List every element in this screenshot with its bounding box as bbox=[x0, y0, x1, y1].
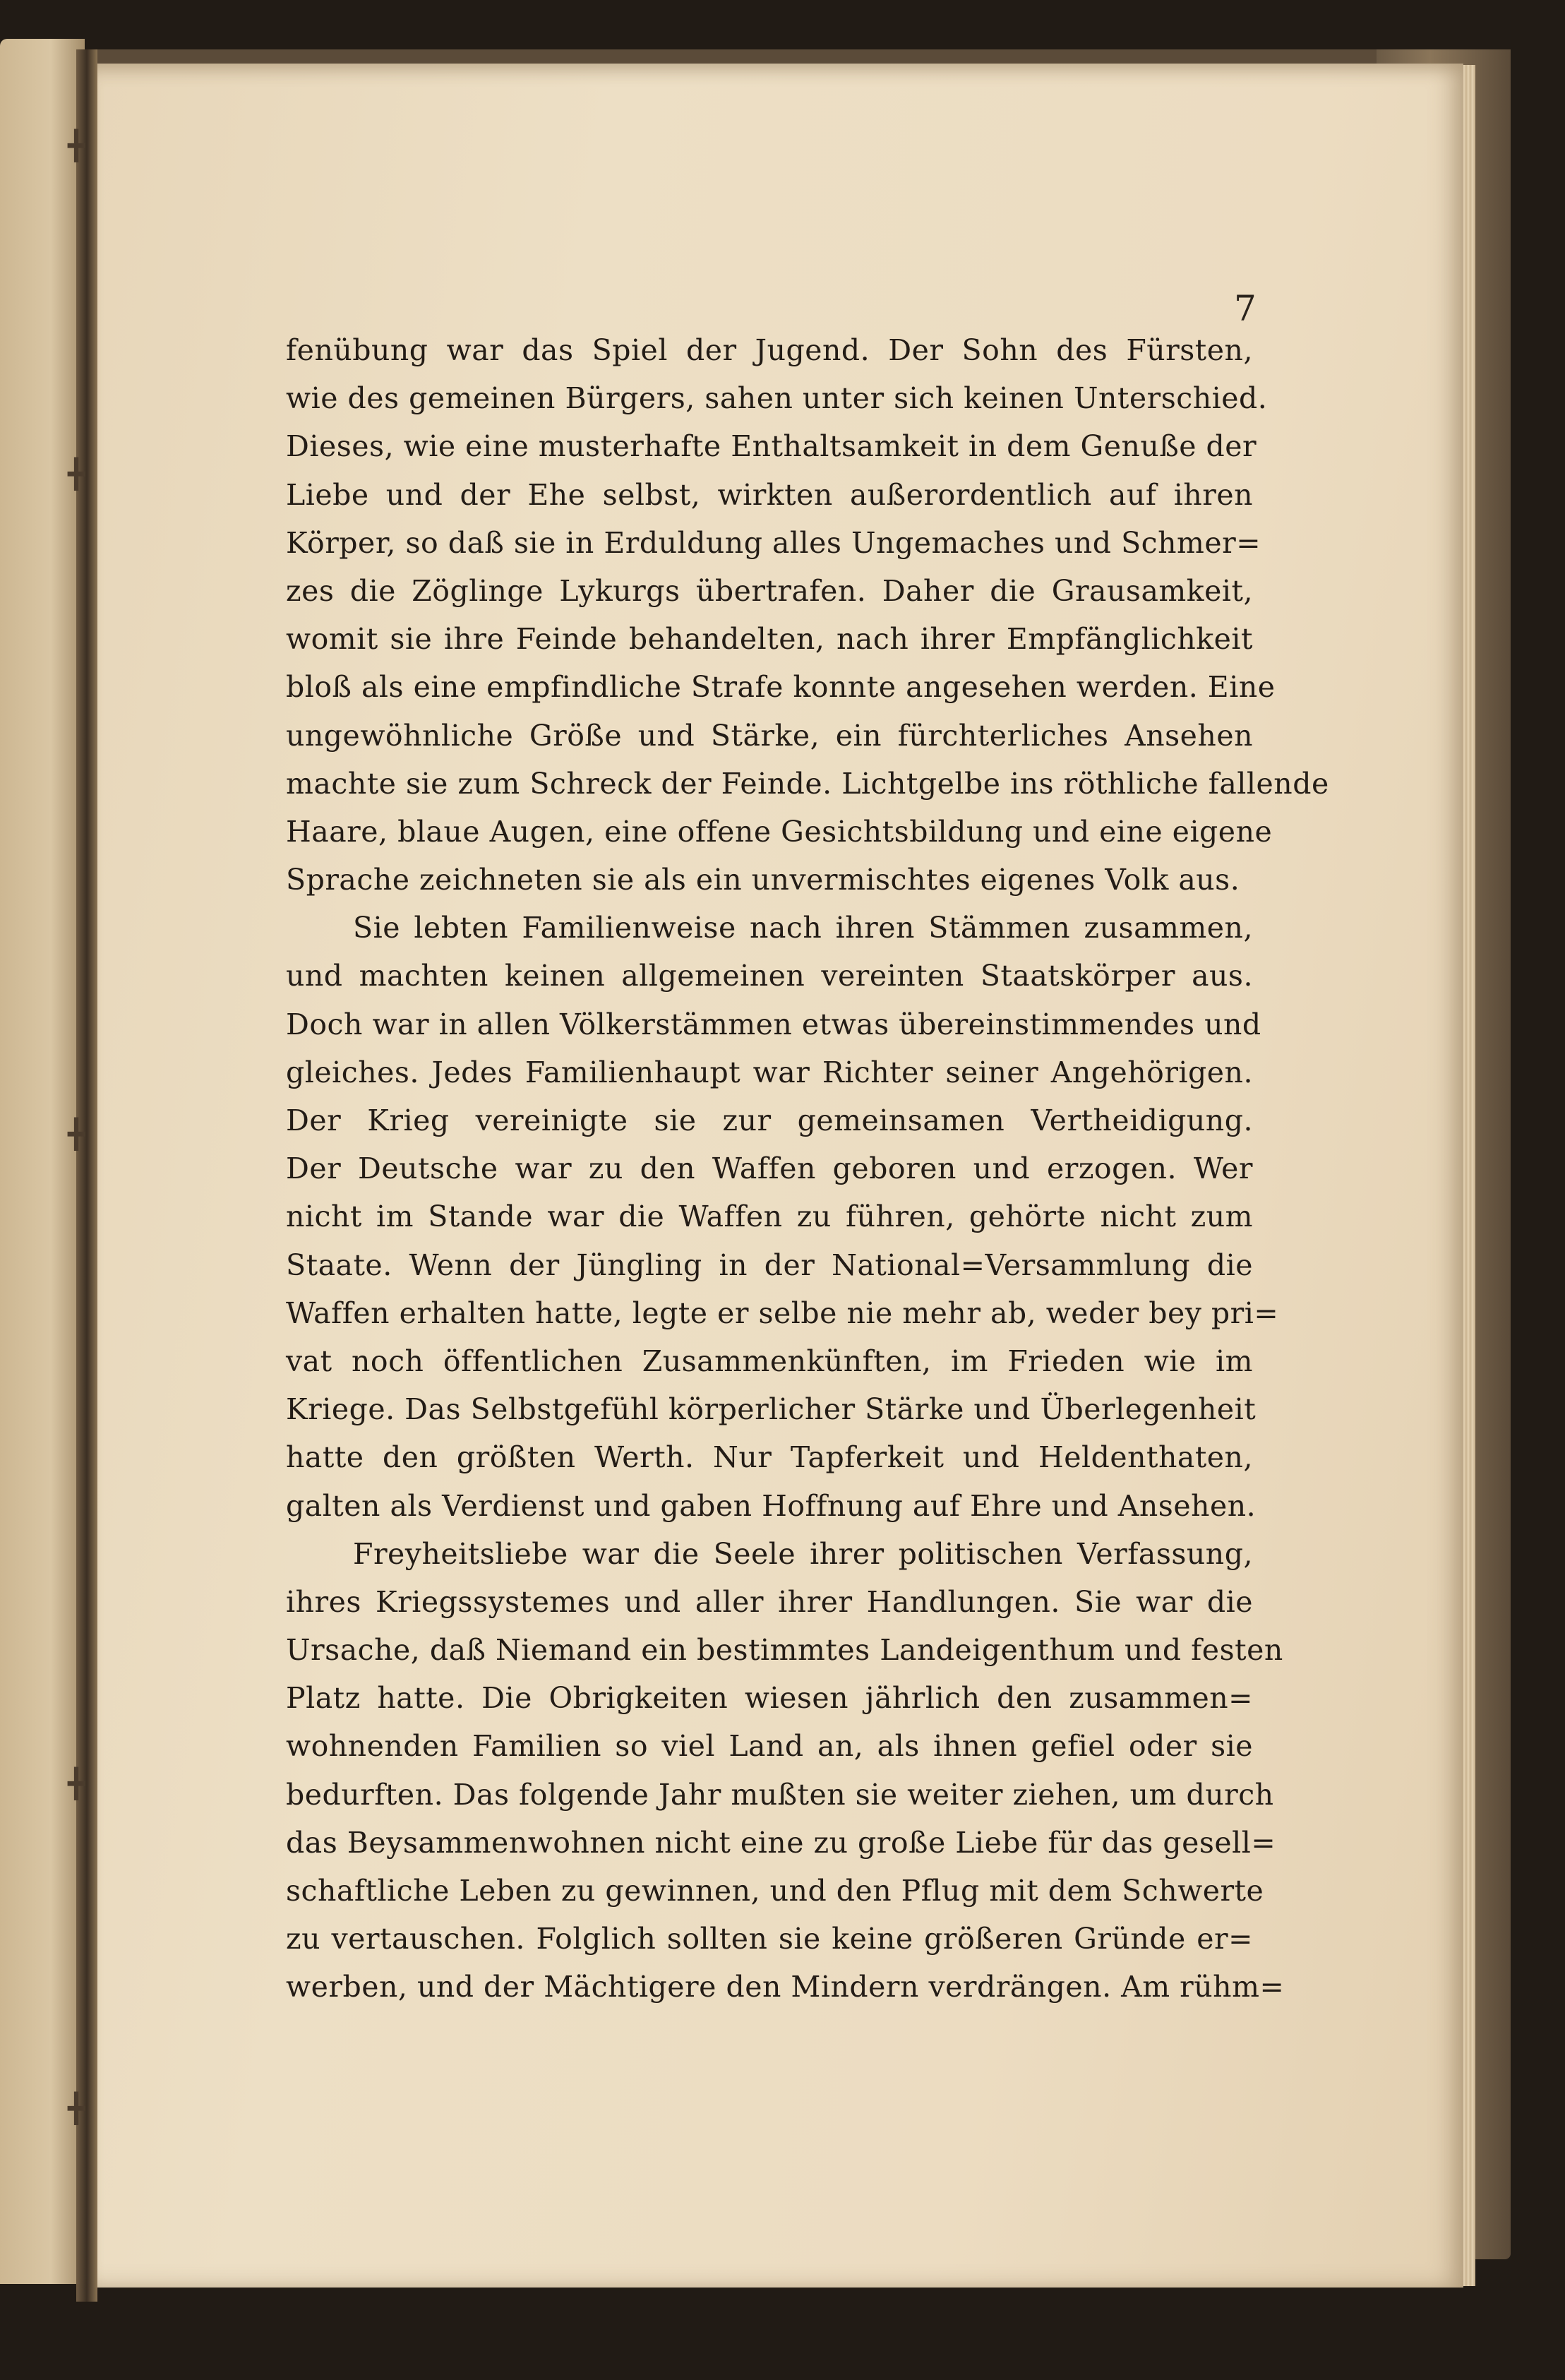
text-line: ungewöhnliche Größe und Stärke, ein fürchterliches Ansehen bbox=[286, 718, 1253, 753]
text-line: Sie lebten Familienweise nach ihren Stämmen zusammen, bbox=[353, 911, 1253, 945]
text-line: zes die Zöglinge Lykurgs übertrafen. Daher die Grausamkeit, bbox=[286, 573, 1253, 608]
book-gutter bbox=[76, 49, 97, 2302]
text-line: Doch war in allen Völkerstämmen etwas übereinstimmendes und bbox=[286, 1007, 1261, 1041]
text-line: werben, und der Mächtigere den Mindern verdrängen. Am rühm= bbox=[286, 1970, 1285, 2004]
binding-thread-mark: ╋ bbox=[68, 458, 85, 491]
text-line: Kriege. Das Selbstgefühl körperlicher Stärke und Überlegenheit bbox=[286, 1392, 1257, 1427]
text-line: Ursache, daß Niemand ein bestimmtes Landeigenthum und festen bbox=[286, 1633, 1283, 1668]
text-line: machte sie zum Schreck der Feinde. Lichtgelbe ins röthliche fallende bbox=[286, 766, 1329, 801]
binding-thread-mark: ╋ bbox=[68, 2093, 85, 2125]
text-line: fenübung war das Spiel der Jugend. Der Sohn des Fürsten, bbox=[286, 333, 1253, 367]
text-line: wohnenden Familien so viel Land an, als ihnen gefiel oder sie bbox=[286, 1729, 1253, 1764]
text-line: bloß als eine empfindliche Strafe konnte angesehen werden. Eine bbox=[286, 670, 1276, 705]
text-line: Platz hatte. Die Obrigkeiten wiesen jährlich den zusammen= bbox=[286, 1681, 1253, 1716]
text-line: und machten keinen allgemeinen vereinten Staatskörper aus. bbox=[286, 959, 1253, 993]
text-line: bedurften. Das folgende Jahr mußten sie weiter ziehen, um durch bbox=[286, 1777, 1274, 1812]
text-line: Liebe und der Ehe selbst, wirkten außerordentlich auf ihren bbox=[286, 477, 1253, 512]
text-line: Waffen erhalten hatte, legte er selbe nie mehr ab, weder bey pri= bbox=[286, 1296, 1279, 1330]
text-line: ihres Kriegssystemes und aller ihrer Handlungen. Sie war die bbox=[286, 1584, 1253, 1619]
text-line: galten als Verdienst und gaben Hoffnung auf Ehre und Ansehen. bbox=[286, 1488, 1257, 1523]
text-line: schaftliche Leben zu gewinnen, und den Pflug mit dem Schwerte bbox=[286, 1874, 1264, 1908]
text-line: vat noch öffentlichen Zusammenkünften, im Frieden wie im bbox=[286, 1344, 1253, 1378]
body-text bbox=[286, 326, 1329, 2011]
previous-page-edge bbox=[0, 39, 85, 2284]
text-line: Haare, blaue Augen, eine offene Gesichtsbildung und eine eigene bbox=[286, 814, 1273, 849]
text-line: hatte den größten Werth. Nur Tapferkeit und Heldenthaten, bbox=[286, 1440, 1253, 1475]
binding-thread-mark: ╋ bbox=[68, 130, 85, 162]
text-line: das Beysammenwohnen nicht eine zu große Liebe für das gesell= bbox=[286, 1825, 1276, 1860]
text-line: Körper, so daß sie in Erduldung alles Ungemaches und Schmer= bbox=[286, 525, 1261, 560]
text-line: Der Krieg vereinigte sie zur gemeinsamen Vertheidigung. bbox=[286, 1104, 1253, 1137]
text-line: wie des gemeinen Bürgers, sahen unter sich keinen Unterschied. bbox=[286, 381, 1268, 416]
binding-thread-mark: ╋ bbox=[68, 1768, 85, 1800]
binding-thread-mark: ╋ bbox=[68, 1118, 85, 1151]
text-line: zu vertauschen. Folglich sollten sie keine größeren Gründe er= bbox=[286, 1922, 1253, 1956]
text-line: gleiches. Jedes Familienhaupt war Richter seiner Angehörigen. bbox=[286, 1055, 1253, 1089]
text-line: Dieses, wie eine musterhafte Enthaltsamkeit in dem Genuße der bbox=[286, 429, 1257, 464]
text-line: Freyheitsliebe war die Seele ihrer politischen Verfassung, bbox=[353, 1536, 1253, 1571]
text-line: Staate. Wenn der Jüngling in der National=Versammlung die bbox=[286, 1248, 1253, 1282]
text-line: nicht im Stande war die Waffen zu führen, gehörte nicht zum bbox=[286, 1200, 1253, 1234]
text-line: Sprache zeichneten sie als ein unvermischtes eigenes Volk aus. bbox=[286, 863, 1240, 897]
text-line: Der Deutsche war zu den Waffen geboren und erzogen. Wer bbox=[286, 1152, 1253, 1186]
page-number: 7 bbox=[1234, 288, 1257, 329]
text-line: womit sie ihre Feinde behandelten, nach ihrer Empfänglichkeit bbox=[286, 622, 1253, 657]
